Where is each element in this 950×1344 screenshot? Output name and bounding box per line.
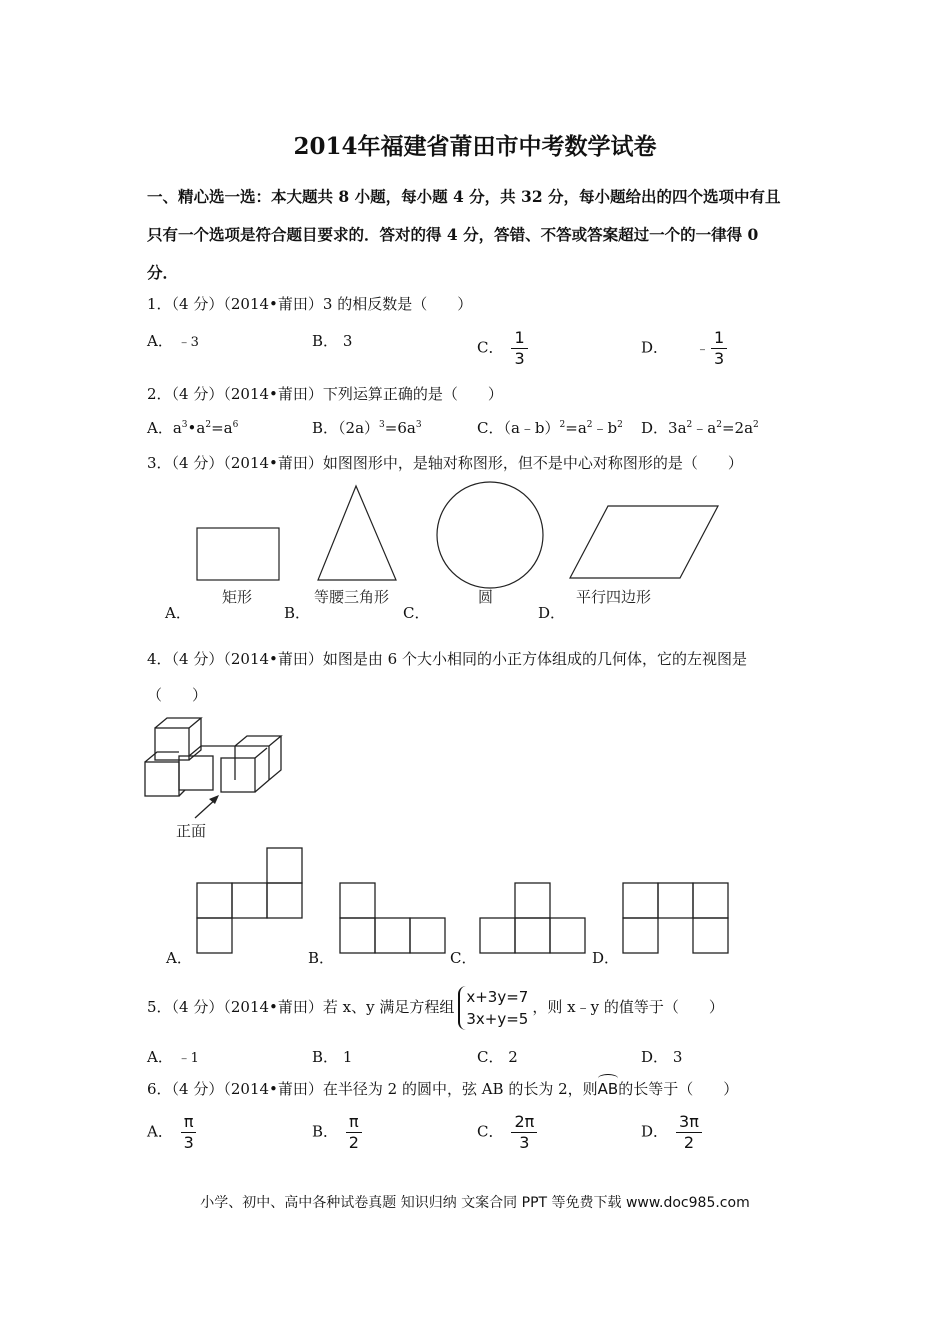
section-instructions-line2: 只有一个选项是符合题目要求的．答对的得 4 分，答错、不答或答案超过一个的一律得 0 (147, 225, 759, 244)
q1-option-a: A． ﹣3 (147, 332, 199, 350)
caption-circle: 圆 (478, 588, 494, 606)
front-view-label: 正面 (176, 822, 207, 840)
arc-ab: AB (597, 1080, 619, 1098)
q6-option-a: A． $\frac{\pi}{3}$ (147, 1112, 196, 1153)
fraction: $\frac{\pi}{2}$ (346, 1112, 362, 1153)
section-instructions-line1: 一、精心选一选：本大题共 8 小题，每小题 4 分，共 32 分，每小题给出的四个选项中有且 (147, 187, 781, 206)
q3-option-a: A． (165, 604, 191, 622)
isosceles-triangle-shape (318, 486, 396, 580)
question-5-stem: 5．（4 分）（2014•莆田）若 x、y 满足方程组x+3y=7 3x+y=5，则 x﹣y 的值等于（ ） (147, 988, 724, 1028)
caption-triangle: 等腰三角形 (314, 588, 390, 606)
q6-option-b: B． $\frac{\pi}{2}$ (312, 1112, 362, 1153)
q5-option-d: D． 3 (641, 1048, 683, 1066)
q3-option-d: D． (538, 604, 566, 622)
fraction: $\frac{\pi}{3}$ (181, 1112, 197, 1153)
q3-option-b: B． (284, 604, 311, 622)
q2-option-c: C．$(a﹣b)^2=a^2﹣b^2$ (477, 419, 623, 437)
q6-option-c: C． $\frac{2\pi}{3}$ (477, 1112, 537, 1153)
question-3-stem: 3．（4 分）（2014•莆田）如图图形中，是轴对称图形，但不是中心对称图形的是（ ） (147, 454, 743, 472)
q2-option-b: B．$(2a)^3=6a^3$ (312, 419, 422, 437)
q2-option-d: D．$3a^2﹣a^2=2a^2$ (641, 419, 759, 437)
q4-options-views (195, 847, 735, 957)
equation-system: x+3y=7 3x+y=5 (458, 986, 528, 1030)
section-instructions-line3: 分． (147, 263, 179, 282)
question-1-stem: 1．（4 分）（2014•莆田）3 的相反数是（ ） (147, 295, 473, 313)
fraction: $\frac{1}{3}$ (511, 328, 527, 369)
caption-parallelogram: 平行四边形 (576, 588, 652, 606)
q1-option-d: D． ﹣ $\frac{1}{3}$ (641, 328, 727, 369)
parallelogram-shape (570, 506, 718, 578)
q5-option-b: B． 1 (312, 1048, 353, 1066)
fraction: $\frac{2\pi}{3}$ (511, 1112, 537, 1153)
question-2-stem: 2．（4 分）（2014•莆田）下列运算正确的是（ ） (147, 385, 503, 403)
fraction: $\frac{3\pi}{2}$ (676, 1112, 702, 1153)
page-title: 2014年福建省莆田市中考数学试卷 (293, 133, 657, 160)
q4-option-a: A． (166, 949, 192, 967)
q5-option-c: C． 2 (477, 1048, 518, 1066)
q1-option-c: C． $\frac{1}{3}$ (477, 328, 528, 369)
q1-option-b: B． 3 (312, 332, 353, 350)
q3-shapes (190, 480, 730, 590)
q4-option-d: D． (592, 949, 620, 967)
q2-option-a: A．$a^3•a^2=a^6$ (147, 419, 239, 437)
question-4-stem: 4．（4 分）（2014•莆田）如图是由 6 个大小相同的小正方体组成的几何体，它的左视图是 (147, 650, 747, 668)
q4-solid-figure (145, 718, 305, 818)
circle-shape (437, 482, 543, 588)
question-6-stem: 6．（4 分）（2014•莆田）在半径为 2 的圆中，弦 AB 的长为 2，则AB的长等于（ ） (147, 1080, 739, 1098)
q4-option-b: B． (308, 949, 335, 967)
fraction: $\frac{1}{3}$ (711, 328, 727, 369)
q5-option-a: A． ﹣1 (147, 1048, 199, 1066)
q4-option-c: C． (450, 949, 477, 967)
rectangle-shape (197, 528, 279, 580)
q3-option-c: C． (403, 604, 430, 622)
question-4-stem-paren: （ ） (147, 686, 208, 704)
q6-option-d: D． $\frac{3\pi}{2}$ (641, 1112, 702, 1153)
footer-text: 小学、初中、高中各种试卷真题 知识归纳 文案合同 PPT 等免费下载 www.doc985.com (200, 1195, 750, 1211)
caption-rectangle: 矩形 (222, 588, 253, 606)
